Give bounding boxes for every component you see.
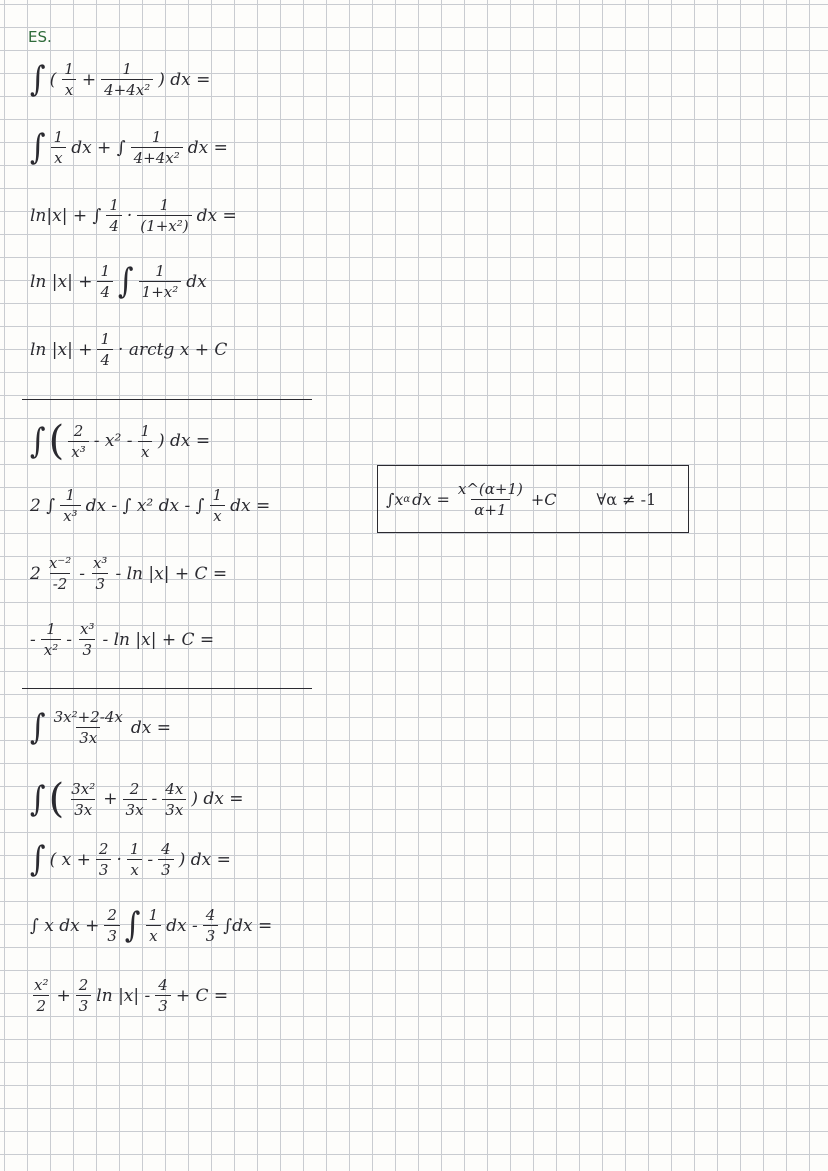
operator: - [79,563,85,584]
denominator: 4 [97,349,113,369]
fraction [76,976,92,1015]
numerator: 1 [129,840,140,858]
fraction [137,196,191,235]
text: dx + ∫ [71,137,126,158]
numerator: 4x [165,779,184,798]
denominator: 3 [104,925,120,945]
numerator: 1 [100,330,111,348]
s2-line-3 [28,554,229,593]
operator: - [151,789,158,809]
fraction [68,780,98,819]
denominator: x [127,859,141,879]
denominator: x² [41,639,61,659]
exponent: α [403,493,411,505]
operator: - [66,629,72,650]
text: ln|x| + ∫ [30,205,102,226]
operator: - [30,629,36,650]
denominator: 4+4x² [101,79,153,99]
numerator: 4 [158,976,168,994]
text: ∫ x dx + [30,915,100,936]
s3-line-1 [28,708,173,747]
s2-line-2 [28,486,272,525]
denominator: 3 [79,639,95,659]
text: +C [530,489,557,509]
numerator: 1 [122,60,132,78]
denominator: x [138,441,152,461]
s3-line-2 [28,776,245,822]
power-rule-formula-box [377,465,689,533]
integral-sign: ∫ [30,778,46,820]
numerator: 1 [109,196,119,214]
fraction [41,620,61,659]
denominator: 1+x² [139,281,182,301]
numerator: x³ [79,620,95,638]
text: ) dx = [158,69,211,90]
denominator: 2 [33,995,49,1015]
fraction [101,60,153,99]
fraction [137,422,153,461]
numerator: 1 [64,60,74,78]
paren: ( [49,69,57,90]
fraction [104,906,120,945]
text: dx = [412,489,450,509]
s1-line-1 [28,60,212,99]
numerator: 2 [98,840,109,858]
s2-line-1 [28,418,212,464]
integral-sign: ∫ [124,905,141,946]
s2-line-4 [28,620,216,659]
text: dx = [196,205,237,226]
numerator: x³ [92,554,108,572]
integral-sign: ∫ [30,127,46,168]
operator: · [126,205,133,226]
text: dx [186,271,207,292]
denominator: 3x [123,799,147,819]
denominator: 3 [76,995,92,1015]
denominator: 3x [162,799,186,819]
numerator: x^(α+1) [457,479,523,498]
s1-line-3 [28,196,239,235]
text: dx - [166,915,198,936]
numerator: 1 [100,262,111,280]
numerator: 3x²+2-4x [53,708,123,726]
condition-text: ∀α ≠ -1 [596,489,657,509]
numerator: 1 [53,128,64,146]
text: ( x + [49,849,91,870]
denominator: 3x [76,727,100,747]
fraction [139,262,182,301]
text: ln |x| + [30,271,93,292]
divider [22,688,312,689]
fraction [146,906,162,945]
text: 2 ∫ [30,495,56,516]
denominator: 3x [71,799,95,819]
integral-sign: ∫ [30,59,46,100]
denominator: 3 [92,573,108,593]
numerator: x⁻² [48,554,72,572]
text: ln |x| - [96,985,151,1006]
numerator: 2 [129,779,140,798]
denominator: x [62,79,76,99]
text: ) dx = [157,431,211,451]
fraction [31,976,51,1015]
text: dx = [230,495,271,516]
fraction [60,486,80,525]
denominator: (1+x²) [137,215,191,235]
fraction [46,554,74,593]
fraction [203,906,219,945]
s1-line-4 [28,262,209,301]
paren: ( [48,776,65,822]
s1-line-5 [28,330,229,369]
s1-line-2 [28,128,230,167]
integral-sign: ∫ [30,839,46,880]
denominator: 4 [97,281,113,301]
operator: + [81,69,97,90]
denominator: 3 [96,859,112,879]
text: ∫x [386,489,404,509]
text: - ln |x| + C = [102,629,215,650]
fraction [158,840,174,879]
text: dx = [187,137,228,158]
numerator: 4 [161,840,171,858]
numerator: 2 [73,421,84,440]
text: ) dx = [178,849,231,870]
denominator: x [51,147,65,167]
paren: ( [48,418,65,464]
text: ln |x| + [30,339,93,360]
text: dx - ∫ x² dx - ∫ [85,495,205,516]
denominator: x [146,925,160,945]
divider [22,399,312,400]
fraction [127,840,143,879]
numerator: 1 [151,128,162,146]
fraction [96,840,112,879]
text: 2 [30,563,41,584]
operator: - [147,849,154,870]
operator: · [116,849,122,870]
numerator: 1 [159,196,170,214]
text: ) dx = [191,789,244,809]
integral-sign: ∫ [30,420,46,462]
s3-line-4 [28,906,274,945]
denominator: 3 [158,859,174,879]
integral-sign: ∫ [30,707,46,748]
denominator: x³ [68,441,88,461]
denominator: x³ [60,505,80,525]
text: · arctg x + C [118,339,228,360]
denominator: 3 [203,925,219,945]
fraction [455,480,526,519]
denominator: α+1 [471,499,509,519]
denominator: 4 [106,215,122,235]
s3-line-5 [28,976,230,1015]
fraction [97,330,113,369]
numerator: 1 [155,262,165,280]
fraction [155,976,171,1015]
fraction [123,780,147,819]
denominator: 3 [155,995,171,1015]
denominator: x [210,505,224,525]
text: - x² - [93,431,133,451]
fraction [97,262,113,301]
fraction [210,486,226,525]
numerator: 1 [65,486,76,504]
fraction [106,196,122,235]
s3-line-3 [28,840,233,879]
numerator: 1 [140,421,150,440]
fraction [162,780,186,819]
numerator: 2 [107,906,117,924]
text: ∫dx = [223,915,273,936]
fraction [51,128,67,167]
fraction [131,128,183,167]
text: + C = [175,985,229,1006]
fraction [51,708,126,747]
numerator: 3x² [71,779,96,798]
text: - ln |x| + C = [115,563,228,584]
fraction [77,620,97,659]
fraction [68,422,88,461]
operator: + [103,789,118,809]
numerator: 1 [212,486,223,504]
integral-sign: ∫ [118,261,134,302]
denominator: -2 [50,573,71,593]
numerator: x² [34,976,49,994]
numerator: 1 [46,620,56,638]
text: dx = [130,717,171,738]
operator: + [56,985,71,1006]
numerator: 1 [148,906,159,924]
numerator: 4 [205,906,216,924]
numerator: 2 [78,976,89,994]
fraction [61,60,77,99]
denominator: 4+4x² [131,147,183,167]
exercise-title: ES. [28,28,52,46]
fraction [90,554,110,593]
